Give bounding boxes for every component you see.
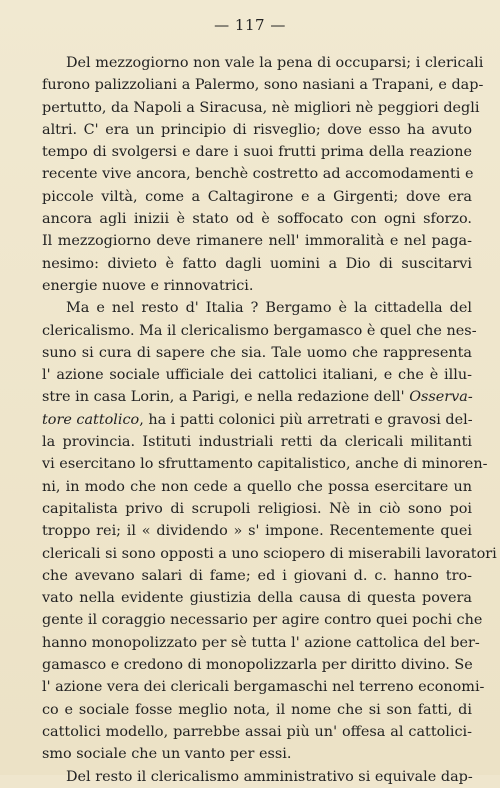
text-line: ni, in modo che non cede a quello che possa esercitare un — [42, 478, 472, 495]
text-line: la provincia. Istituti industriali retti da clericali militanti — [42, 434, 472, 451]
text-line: l' azione vera dei clericali bergamaschi nel terreno economi- — [42, 679, 485, 696]
text-line: recente vive ancora, benchè costretto ad accomodamenti e — [42, 166, 474, 183]
text-line: troppo rei; il « dividendo » s' impone. Recentemente quei — [42, 523, 472, 540]
body-text — [42, 52, 497, 788]
text-line: furono palizzoliani a Palermo, sono nasiani a Trapani, e dap- — [42, 77, 484, 94]
text-line: piccole viltà, come a Caltagirone e a Girgenti; dove era — [42, 188, 472, 205]
text-line: suno si cura di sapere che sia. Tale uomo che rappresenta — [42, 344, 472, 361]
text-line: nesimo: divieto è fatto dagli uomini a Dio di suscitarvi — [42, 255, 472, 272]
text-line: clericali si sono opposti a uno sciopero di miserabili lavoratori — [42, 545, 497, 562]
text-line: tempo di svolgersi e dare i suoi frutti prima della reazione — [42, 144, 472, 161]
text-line: hanno monopolizzato per sè tutta l' azione cattolica del ber- — [42, 634, 480, 651]
text-line: tore cattolico, ha i patti colonici più arretrati e gravosi del- — [42, 411, 473, 428]
text-line: clericalismo. Ma il clericalismo bergamasco è quel che nes- — [42, 322, 477, 339]
text-line: vi esercitano lo sfruttamento capitalistico, anche di minoren- — [42, 456, 488, 473]
text-line: l' azione sociale ufficiale dei cattolici italiani, e che è illu- — [42, 367, 472, 384]
text-line: smo sociale che un vanto per essi. — [42, 746, 292, 763]
text-line: gente il coraggio necessario per agire contro quei pochi che — [42, 612, 483, 629]
page-number: — 117 — — [214, 16, 286, 34]
text-line: altri. C' era un principio di risveglio; dove esso ha avuto — [42, 121, 472, 138]
text-line: Ma e nel resto d' Italia ? Bergamo è la cittadella del — [66, 300, 472, 317]
text-line: capitalista privo di scrupoli religiosi. Nè in ciò sono poi — [42, 500, 472, 517]
text-line: co e sociale fosse meglio nota, il nome che si son fatti, di — [42, 701, 472, 718]
text-line: che avevano salari di fame; ed i giovani d. c. hanno tro- — [42, 567, 472, 584]
text-line: stre in casa Lorin, a Parigi, e nella redazione dell' Osserva- — [42, 389, 473, 406]
text-line: ancora agli inizii è stato od è soffocato con ogni sforzo. — [42, 211, 472, 228]
text-line: gamasco e credono di monopolizzarla per diritto divino. Se — [42, 657, 473, 674]
text-line: Del mezzogiorno non vale la pena di occuparsi; i clericali — [66, 55, 484, 71]
text-line: pertutto, da Napoli a Siracusa, nè migliori nè peggiori degli — [42, 99, 480, 116]
text-line: cattolici modello, parrebbe assai più un' offesa al cattolici- — [42, 723, 472, 740]
text-line: Del resto il clericalismo amministrativo si equivale dap- — [66, 768, 473, 785]
text-line: vato nella evidente giustizia della causa di questa povera — [42, 590, 472, 607]
text-line: Il mezzogiorno deve rimanere nell' immoralità e nel paga- — [42, 233, 472, 250]
text-line: energie nuove e rinnovatrici. — [42, 277, 254, 294]
